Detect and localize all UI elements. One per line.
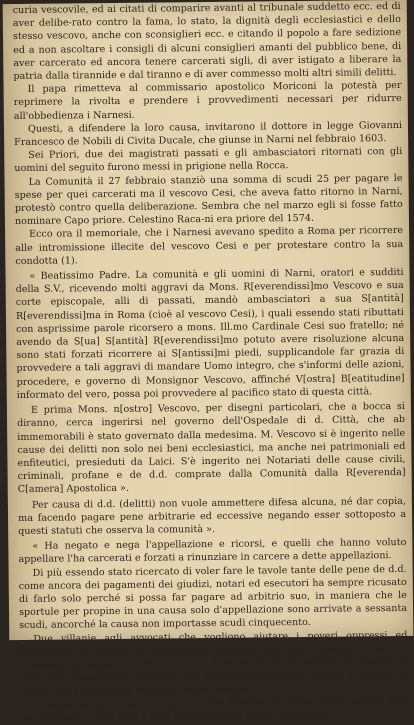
paragraph: Ecco ora il memoriale, che i Narnesi avevano spedito a Roma per ricorrere alle intromissione illecite del vescovo Cesi e per protestare contro la sua condotta (1). — [15, 225, 404, 267]
quoted-paragraph: Di più essendo stato ricercato di voler fare le tavole tante delle pene de d.d. come ancora dei pagamenti dei giudizi, notari ed esecutori ha sempre ricusato di farlo solo perché si possa far pagare ad arbitrio suo, in maniera che le sportule per propine in una causa solo d'appellazione sono arrivate a sessanta scudi, ancorché la causa non importasse scudi cinquecento. — [18, 563, 408, 632]
book-page — [3, 0, 414, 724]
paragraph: La Comunità il 27 febbraio stanziò una somma di scudi 25 per pagare le spese per quei carcerati ma il vescovo Cesi, che aveva fatto ritorno in Narni, protestò contro quella deliberazione. Sembra che nel marzo egli si fosse fatto nominare Capo priore. Celestino Raca-ni era priore del 1574. — [14, 172, 403, 228]
quoted-paragraph: Due villanie agli avvocati che vogliono aiutare i poveri oppressi ed allegandosi le ragioni in favore degli inquisiti egli vuol rispondere "io non m'intendo di legge, andate al vicario" il quale vicario li rimanda al vescovo, e così viene impedita la giustizia. Ha proceduto ex ufficio ancora a cattura di zitelle con grandissima vergogna delle famiglie ». — [19, 629, 408, 698]
quoted-paragraph: « Beatissimo Padre. La comunità e gli uomini di Narni, oratori e sudditi della S.V., ricevendo molti aggravi da Mons. R[everendissi]mo Vescovo e sua corte episcopale, alli di passati, mandò ambasciatori a sua S[antità] R[everendissi]ma in Roma (cioè al vescovo Cesi), i quali essendo stati ributtati con asprissime parole ricorsero a mons. Ill.mo Cardinale Cesi suo fratello; né avendo da S[ua] S[antità] R[everendissi]mo potuto avere risoluzione alcuna sono stati forzati ricorrere ai S[antissi]mi piedi, supplicandole far grazia di provvedere a tali aggravi di mandare Uomo integro, che s'informi delle azioni, procedere, e governo di Monsignor Vescovo, affinché V[ostra] B[eatitudine] informato del vero, possa poi provvedere al pacifico stato di questa città. — [15, 267, 405, 401]
paragraph: Sei Priori, due dei magistrati passati e gli ambasciatori ritornati con gli uomini del seguito furono messi in prigione nella Rocca. — [14, 146, 403, 175]
paragraph: Questi, a difendere la loro causa, invitarono il dottore in legge Giovanni Francesco de Nobili di Civita Ducale, che giunse in Narni nel febbraio 1603. — [14, 119, 403, 149]
quoted-paragraph: « Senza alcuna causa ha separato due Matrimoni, durati lungo tempo, solo per confinare i loro beni e farli pagare grosse spese Pecuniarie ». — [20, 695, 409, 724]
paragraph: Il papa rimetteva al commissario apostolico Moriconi la potestà per reprimere la rivolta e prendere i provvedimenti necessari per ridurre all'obbedienza i Narnesi. — [13, 80, 402, 122]
quoted-paragraph: « Ha negato e nega l'appellazione e ricorsi, e quelli che hanno voluto appellare l'ha carcerati e forzati a rinunziare in carcere a dette appellazioni. — [18, 537, 407, 566]
quoted-paragraph: E prima Mons. n[ostro] Vescovo, per disegni particolari, che a bocca si diranno, cerca ingerirsi nel governo dell'Ospedale di d. Città, che ab immemorabili è stato governato dalla medesima. M. Vescovo si è ingerito nelle cause dei delitti non solo nei beni ecclesiastici, ma anche nei patrimoniali ed enfiteutici, presieduti da Laici. S'è ingerito nei Notariati delle cause civili, criminali, profane e de d.d. comprate dalla Comunità dalla R[everenda] C[amera] Apostolica ». — [17, 401, 406, 496]
text-body — [13, 0, 409, 725]
paragraph: Per causa di d.d. (delitti) non vuole ammettere difesa alcuna, né dar copia, ma facendo pagare pene arbitrarie ed eccessive negando esser sottoposto a questi statuti che osserva la comunità ». — [18, 495, 407, 537]
paragraph: curia vescovile, ed ai citati di comparire avanti al tribunale suddetto ecc. ed di aver delibe-rato contro la fama, lo stato, la dignità degli ecclesiastici e dello stesso vescovo, anche con sconsiglieri ecc. e citando il popolo a fare sedizione ed a non ascoltare i consigli di alcuni consiglieri amanti del pubblico bene, di aver carcerato ed ancora tenere carcerati sigli, di aver istigato a liberare la patria dalla tirannide e dal tiranno e di aver commesso molti altri simili delitti. — [12, 0, 402, 83]
